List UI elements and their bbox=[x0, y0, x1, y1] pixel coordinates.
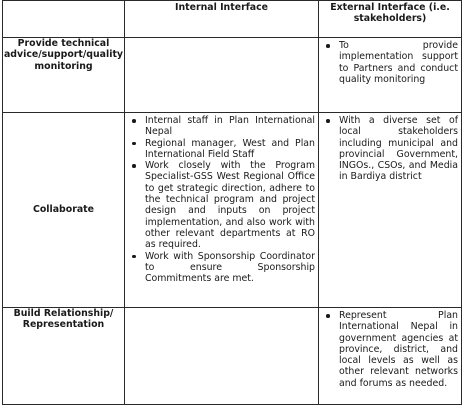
row-label: Provide technical advice/support/quality monitoring bbox=[3, 38, 125, 113]
table-row bbox=[3, 38, 462, 113]
bullet-list bbox=[319, 113, 461, 185]
bullet-list bbox=[319, 38, 461, 87]
row-label: Collaborate bbox=[3, 113, 125, 308]
table-row bbox=[3, 113, 462, 308]
row-label: Build Relationship/ Representation bbox=[3, 308, 125, 405]
bullet-list bbox=[125, 113, 318, 286]
list-item: Represent Plan International Nepal in government agencies at province, district, and local levels as well as other relevant networks and forums as needed. bbox=[339, 310, 458, 389]
list-item: Work with Sponsorship Coordinator to ensure Sponsorship Commitments are met. bbox=[145, 250, 315, 285]
list-item: Internal staff in Plan International Nepal bbox=[145, 115, 315, 138]
header-row bbox=[3, 1, 462, 38]
table-row bbox=[3, 308, 462, 405]
internal-cell bbox=[125, 38, 319, 113]
list-item: With a diverse set of local stakeholders including municipal and provincial Government, INGOs., CSOs, and Media in Bardiya district bbox=[339, 115, 458, 183]
list-item: Work closely with the Program Specialist-GSS West Regional Office to get strategic direction, adhere to the technical program and project design and inputs on project implementation, and also work with other relevant departments at RO as required. bbox=[145, 160, 315, 251]
bullet-list bbox=[319, 308, 461, 391]
external-cell bbox=[319, 308, 462, 405]
header-external-interface: External Interface (i.e. stakeholders) bbox=[319, 1, 462, 38]
header-internal-interface: Internal Interface bbox=[125, 1, 319, 38]
internal-cell bbox=[125, 113, 319, 308]
interface-table bbox=[2, 0, 462, 405]
list-item: Regional manager, West and Plan International Field Staff bbox=[145, 137, 315, 160]
external-cell bbox=[319, 38, 462, 113]
list-item: To provide implementation support to Partners and conduct quality monitoring bbox=[339, 40, 458, 85]
header-blank bbox=[3, 1, 125, 38]
internal-cell bbox=[125, 308, 319, 405]
external-cell bbox=[319, 113, 462, 308]
